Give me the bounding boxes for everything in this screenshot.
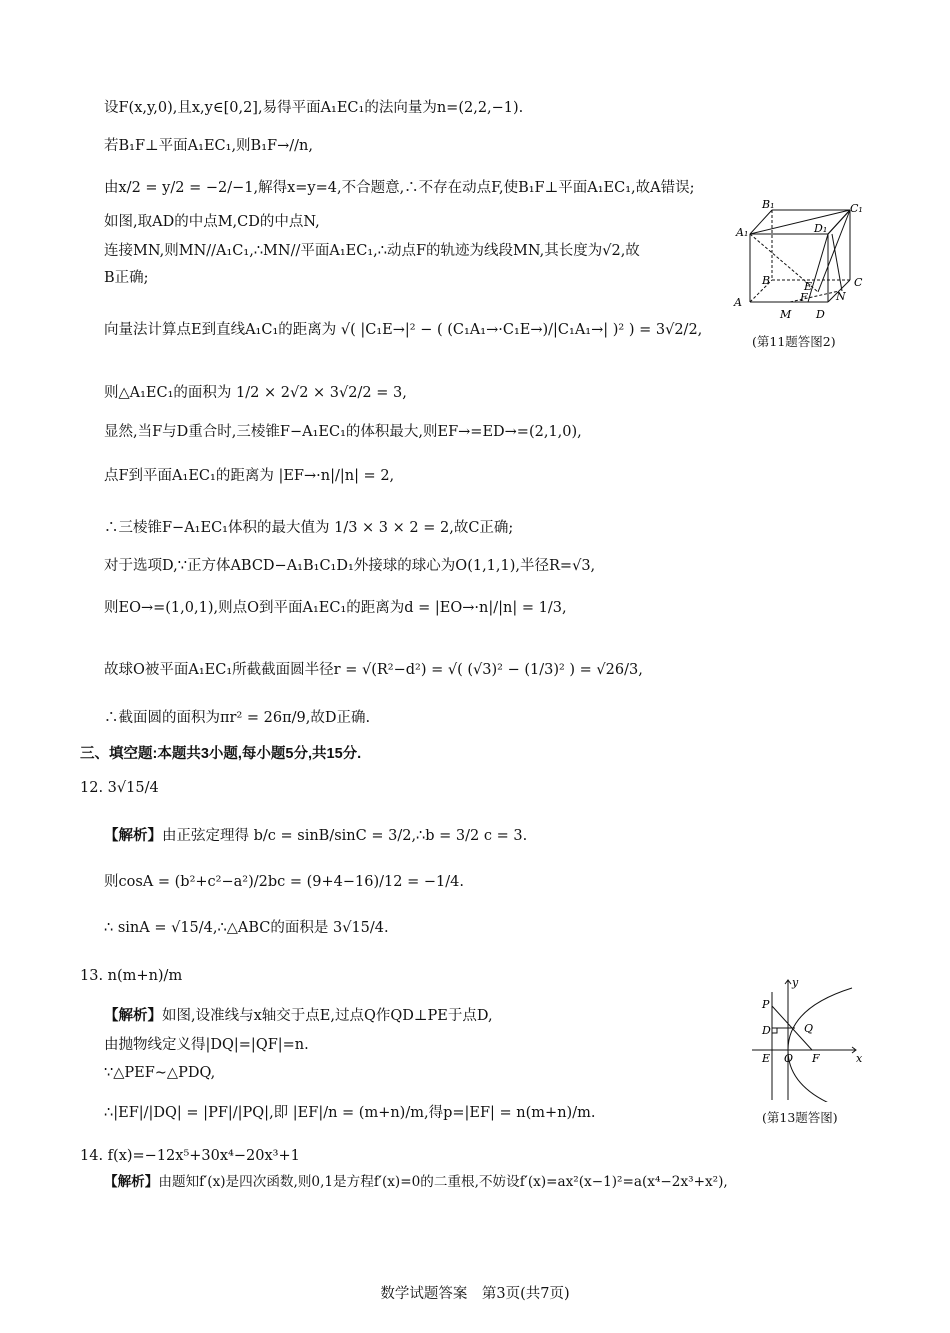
problem-13-line-1 — [104, 1006, 493, 1026]
text-line-6: B正确; — [104, 270, 149, 286]
label-y-axis: y — [792, 976, 799, 989]
text-line-14: 故球O被平面A₁EC₁所截截面圆半径r = √(R²−d²) = √( (√3)² − (1/3)² ) = √26/3, — [104, 662, 643, 678]
text-line-11: ∴三棱锥F−A₁EC₁体积的最大值为 1/3 × 3 × 2 = 2,故C正确; — [104, 520, 514, 536]
label-B: B — [762, 274, 771, 287]
label-P: P — [762, 998, 770, 1011]
label-E: E — [762, 1052, 771, 1065]
problem-number: 14. — [80, 1148, 104, 1164]
answer-value: 3√15/4 — [107, 780, 159, 796]
analysis-tag: 【解析】 — [104, 1008, 162, 1024]
cube-figure — [732, 198, 872, 328]
text-line-2: 若B₁F⊥平面A₁EC₁,则B₁F→//n, — [104, 138, 313, 154]
problem-14-answer — [80, 1146, 300, 1166]
label-Q: Q — [804, 1022, 814, 1035]
label-C1: C₁ — [850, 202, 863, 215]
answer-value: f(x)=−12x⁵+30x⁴−20x³+1 — [107, 1148, 300, 1164]
problem-12-answer — [80, 778, 159, 798]
parabola-figure — [748, 972, 868, 1102]
analysis-text: 如图,设准线与x轴交于点E,过点Q作QD⊥PE于点D, — [162, 1008, 493, 1024]
label-C: C — [854, 276, 863, 289]
analysis-text: 由正弦定理得 b/c = sinB/sinC = 3/2,∴b = 3/2 c = 3. — [162, 828, 528, 844]
problem-number: 13. — [80, 968, 104, 984]
problem-13-line-4: ∴|EF|/|DQ| = |PF|/|PQ|,即 |EF|/n = (m+n)/m,得p=|EF| = n(m+n)/m. — [104, 1105, 596, 1121]
page-footer: 数学试题答案 第3页(共7页) — [380, 1286, 570, 1302]
problem-number: 12. — [80, 780, 104, 796]
label-F: F — [800, 291, 808, 304]
text-line-13: 则EO→=(1,0,1),则点O到平面A₁EC₁的距离为d = |EO→·n|/|n| = 1/3, — [104, 600, 567, 616]
label-F: F — [812, 1052, 820, 1065]
text-line-9: 显然,当F与D重合时,三棱锥F−A₁EC₁的体积最大,则EF→=ED→=(2,1,0), — [104, 424, 582, 440]
problem-12-line-1 — [104, 826, 527, 846]
parabola-figure-caption: (第13题答图) — [762, 1110, 838, 1125]
analysis-text: 由题知f′(x)是四次函数,则0,1是方程f′(x)=0的二重根,不妨设f′(x)=ax²(x−1)²=a(x⁴−2x³+x²), — [158, 1174, 728, 1190]
label-N: N — [836, 290, 846, 303]
section-heading: 三、填空题:本题共3小题,每小题5分,共15分. — [80, 746, 362, 762]
label-D: D — [762, 1024, 771, 1037]
label-x-axis: x — [856, 1052, 863, 1065]
label-M: M — [780, 308, 792, 321]
label-A: A — [734, 296, 742, 309]
label-O: O — [784, 1052, 794, 1065]
label-B1: B₁ — [762, 198, 775, 211]
label-D: D — [816, 308, 825, 321]
analysis-tag: 【解析】 — [104, 828, 162, 844]
answer-value: n(m+n)/m — [107, 968, 183, 984]
text-line-4: 如图,取AD的中点M,CD的中点N, — [104, 214, 320, 230]
label-E: E — [804, 280, 813, 293]
problem-13-line-2: 由抛物线定义得|DQ|=|QF|=n. — [104, 1037, 309, 1053]
text-line-10: 点F到平面A₁EC₁的距离为 |EF→·n|/|n| = 2, — [104, 468, 395, 484]
text-line-7: 向量法计算点E到直线A₁C₁的距离为 √( |C₁E→|² − ( (C₁A₁→·C₁E→)/|C₁A₁→| )² ) = 3√2/2, — [104, 322, 703, 338]
cube-figure-caption: (第11题答图2) — [752, 334, 836, 349]
text-line-3: 由x/2 = y/2 = −2/−1,解得x=y=4,不合题意,∴不存在动点F,使B₁F⊥平面A₁EC₁,故A错误; — [104, 180, 695, 196]
analysis-tag: 【解析】 — [104, 1174, 159, 1189]
text-line-1: 设F(x,y,0),且x,y∈[0,2],易得平面A₁EC₁的法向量为n=(2,2,−1). — [104, 100, 524, 116]
problem-13-answer — [80, 966, 182, 986]
text-line-8: 则△A₁EC₁的面积为 1/2 × 2√2 × 3√2/2 = 3, — [104, 385, 407, 401]
problem-13-line-3: ∵△PEF∼△PDQ, — [104, 1065, 216, 1081]
label-D1: D₁ — [814, 222, 828, 235]
text-line-15: ∴截面圆的面积为πr² = 26π/9,故D正确. — [104, 710, 371, 726]
label-A1: A₁ — [736, 226, 749, 239]
problem-12-line-3: ∴ sinA = √15/4,∴△ABC的面积是 3√15/4. — [104, 920, 389, 936]
problem-12-line-2: 则cosA = (b²+c²−a²)/2bc = (9+4−16)/12 = −1/4. — [104, 874, 464, 890]
text-line-5: 连接MN,则MN//A₁C₁,∴MN//平面A₁EC₁,∴动点F的轨迹为线段MN,其长度为√2,故 — [104, 243, 640, 259]
text-line-12: 对于选项D,∵正方体ABCD−A₁B₁C₁D₁外接球的球心为O(1,1,1),半径R=√3, — [104, 558, 596, 574]
problem-14-line-1 — [104, 1172, 728, 1192]
